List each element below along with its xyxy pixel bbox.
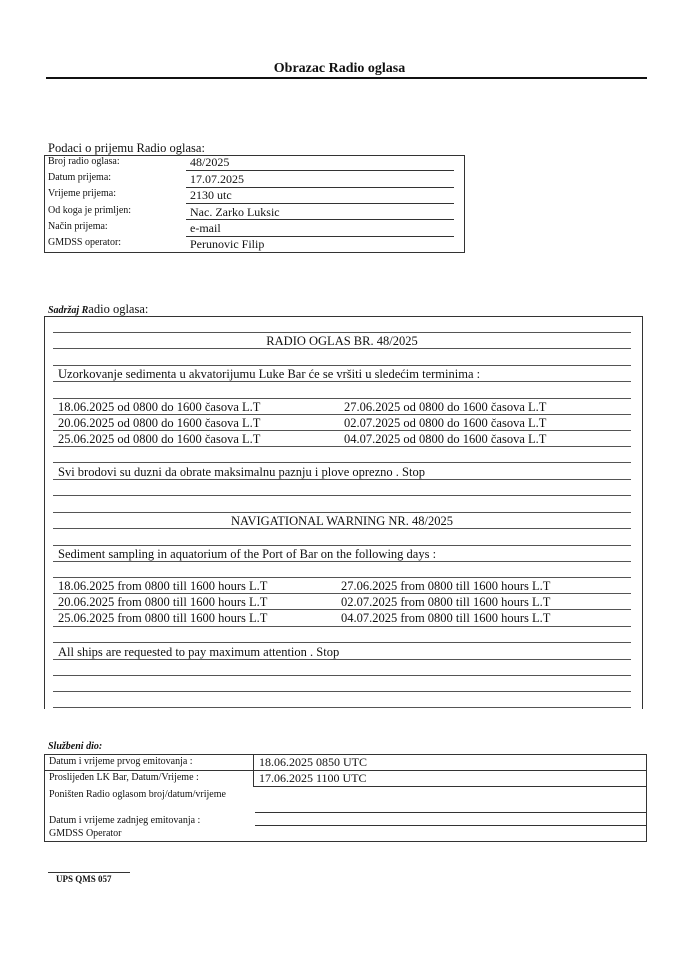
title-divider: [46, 77, 647, 79]
local-intro: Uzorkovanje sedimenta u akvatorijumu Luke Bar će se vršiti u sledećim terminima :: [58, 367, 481, 381]
receipt-value-method[interactable]: e-mail: [190, 221, 221, 235]
ruled-line: [53, 691, 631, 692]
ruled-line: [53, 577, 631, 578]
receipt-value-date[interactable]: 17.07.2025: [190, 172, 244, 186]
ruled-line: [53, 462, 631, 463]
official-value-first-broadcast[interactable]: 18.06.2025 0850 UTC: [259, 755, 367, 769]
receipt-section-label: Podaci o prijemu Radio oglasa:: [48, 141, 205, 155]
ruled-line: [53, 495, 631, 496]
english-closing: All ships are requested to pay maximum attention . Stop: [58, 645, 340, 659]
receipt-label-from: Od koga je primljen:: [48, 205, 132, 216]
official-section-label: Službeni dio:: [48, 741, 103, 752]
official-value-forwarded[interactable]: 17.06.2025 1100 UTC: [259, 771, 367, 785]
ruled-line: [53, 707, 631, 708]
ruled-line: [53, 365, 631, 366]
ruled-line: [53, 332, 631, 333]
receipt-rule: [186, 219, 454, 220]
ruled-line: [53, 398, 631, 399]
ruled-line: [53, 512, 631, 513]
local-date-left-3: 25.06.2025 od 0800 do 1600 časova L.T: [58, 432, 261, 446]
official-label-first-broadcast: Datum i vrijeme prvog emitovanja :: [49, 756, 193, 767]
receipt-label-time: Vrijeme prijema:: [48, 188, 116, 199]
local-date-left-2: 20.06.2025 od 0800 do 1600 časova L.T: [58, 416, 261, 430]
official-label-cancelled: Poništen Radio oglasom broj/datum/vrijeme: [49, 789, 226, 800]
official-rule: [255, 825, 647, 826]
official-label-operator: GMDSS Operator: [49, 828, 122, 839]
english-date-left-3: 25.06.2025 from 0800 till 1600 hours L.T: [58, 611, 268, 625]
local-date-left-1: 18.06.2025 od 0800 do 1600 časova L.T: [58, 400, 261, 414]
receipt-value-time[interactable]: 2130 utc: [190, 188, 232, 202]
english-date-right-1: 27.06.2025 from 0800 till 1600 hours L.T: [341, 579, 551, 593]
english-date-left-2: 20.06.2025 from 0800 till 1600 hours L.T: [58, 595, 268, 609]
local-heading: RADIO OGLAS BR. 48/2025: [266, 334, 418, 348]
local-date-right-1: 27.06.2025 od 0800 do 1600 časova L.T: [344, 400, 547, 414]
english-date-right-2: 02.07.2025 from 0800 till 1600 hours L.T: [341, 595, 551, 609]
content-label-bold: Sadržaj R: [48, 305, 89, 316]
receipt-value-from[interactable]: Nac. Zarko Luksic: [190, 205, 280, 219]
receipt-rule: [186, 170, 454, 171]
footer-divider: [48, 872, 130, 873]
footer-code: UPS QMS 057: [56, 874, 112, 884]
receipt-label-number: Broj radio oglasa:: [48, 156, 120, 167]
content-section-label: [48, 302, 148, 317]
english-heading: NAVIGATIONAL WARNING NR. 48/2025: [231, 514, 453, 528]
local-date-right-3: 04.07.2025 od 0800 do 1600 časova L.T: [344, 432, 547, 446]
receipt-rule: [186, 203, 454, 204]
english-date-left-1: 18.06.2025 from 0800 till 1600 hours L.T: [58, 579, 268, 593]
content-label-rest: adio oglasa:: [88, 302, 149, 316]
receipt-value-operator[interactable]: Perunovic Filip: [190, 237, 265, 251]
official-rule: [255, 812, 647, 813]
receipt-label-method: Način prijema:: [48, 221, 108, 232]
official-rule: [253, 786, 647, 787]
receipt-label-operator: GMDSS operator:: [48, 237, 122, 248]
local-closing: Svi brodovi su duzni da obrate maksimalnu paznju i plove oprezno . Stop: [58, 465, 425, 479]
local-date-right-2: 02.07.2025 od 0800 do 1600 časova L.T: [344, 416, 547, 430]
receipt-value-number[interactable]: 48/2025: [190, 155, 230, 169]
official-label-last-broadcast: Datum i vrijeme zadnjeg emitovanja :: [49, 815, 201, 826]
ruled-line: [53, 675, 631, 676]
english-date-right-3: 04.07.2025 from 0800 till 1600 hours L.T: [341, 611, 551, 625]
official-label-forwarded: Proslijeđen LK Bar, Datum/Vrijeme :: [49, 772, 199, 783]
page-title: Obrazac Radio oglasa: [273, 61, 406, 76]
ruled-line: [53, 626, 631, 627]
receipt-label-date: Datum prijema:: [48, 172, 112, 183]
ruled-line: [53, 545, 631, 546]
ruled-line: [53, 642, 631, 643]
english-intro: Sediment sampling in aquatorium of the Port of Bar on the following days :: [58, 547, 437, 561]
